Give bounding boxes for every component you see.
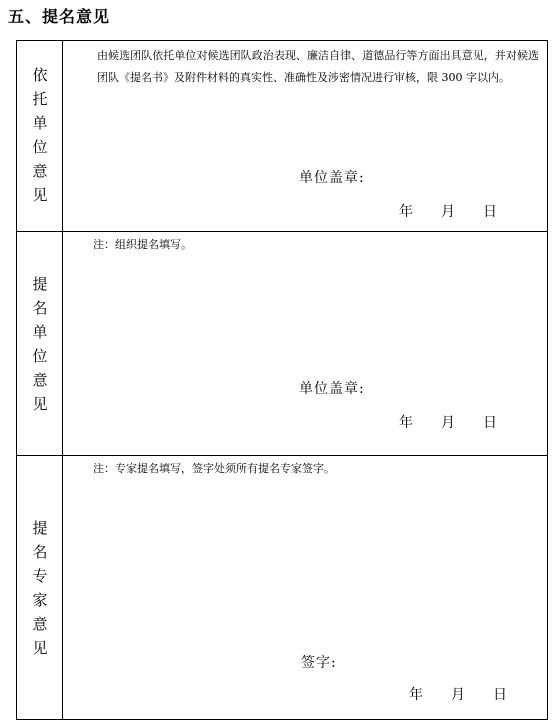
host-unit-label-cell — [17, 41, 63, 231]
nominating-expert-opinion-field[interactable] — [63, 456, 547, 719]
host-unit-instructions: 由候选团队依托单位对候选团队政治表现、廉洁自律、道德品行等方面出具意见，并对候选团队《提名书》及附件材料的真实性、准确性及涉密情况进行审核，限 300 字以内。 — [97, 49, 539, 84]
nominating-expert-date: 年 月 日 — [409, 687, 507, 703]
nominating-unit-opinion-row — [17, 231, 547, 455]
host-unit-seal-label: 单位盖章: — [299, 170, 365, 186]
nominating-expert-signature-label: 签字: — [301, 655, 337, 671]
nominating-unit-seal-label: 单位盖章: — [299, 381, 365, 397]
host-unit-opinion-field[interactable] — [63, 41, 547, 231]
nominating-expert-label: 提 名 专 家 意 见 — [32, 519, 48, 657]
nominating-unit-note: 注：组织提名填写。 — [93, 238, 192, 251]
host-unit-date: 年 月 日 — [399, 204, 497, 220]
host-unit-opinion-row — [17, 41, 547, 231]
host-unit-label: 依 托 单 位 意 见 — [32, 66, 48, 204]
nominating-expert-label-cell — [17, 456, 63, 719]
nominating-unit-label-cell — [17, 232, 63, 455]
nomination-opinion-table — [16, 40, 548, 720]
nominating-expert-note: 注：专家提名填写，签字处须所有提名专家签字。 — [93, 462, 335, 475]
section-heading: 五、提名意见 — [8, 7, 111, 26]
nominating-unit-opinion-field[interactable] — [63, 232, 547, 455]
nominating-unit-label: 提 名 单 位 意 见 — [32, 275, 48, 413]
nominating-expert-opinion-row — [17, 455, 547, 719]
nominating-unit-date: 年 月 日 — [399, 415, 497, 431]
